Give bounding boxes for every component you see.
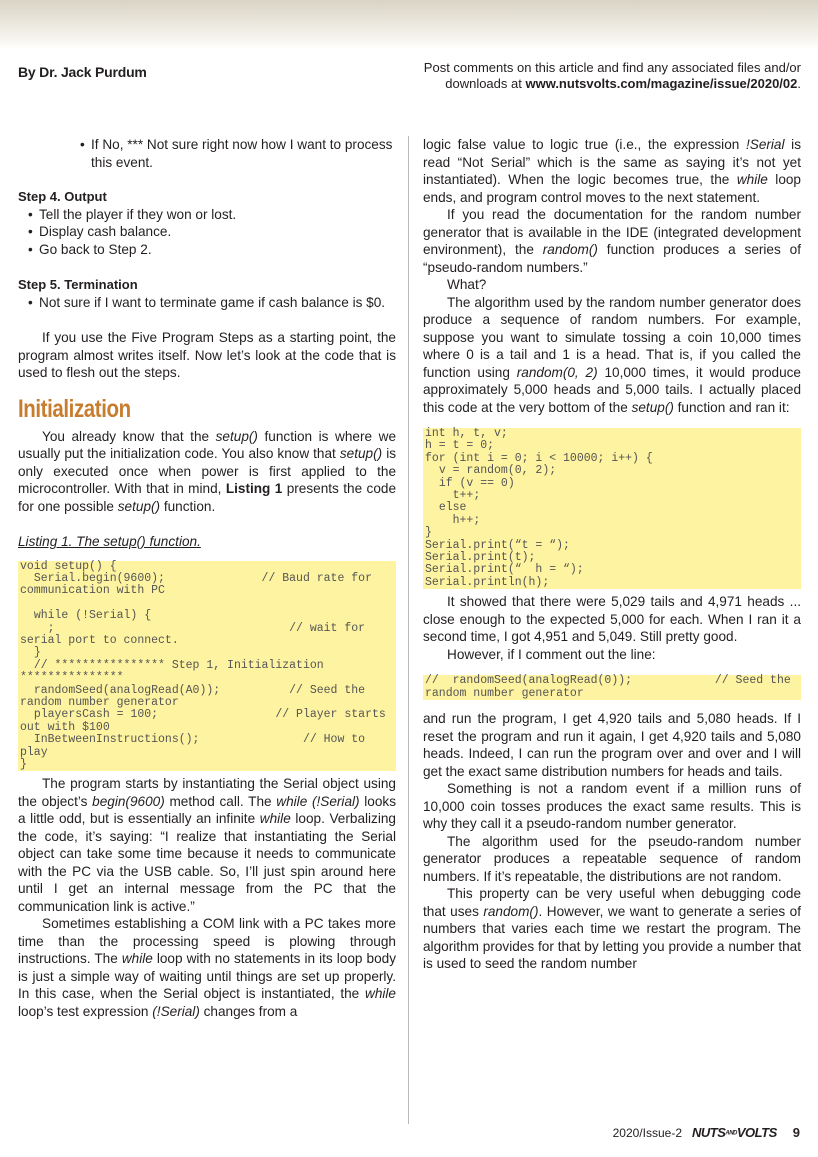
code-coin-toss: int h, t, v; h = t = 0; for (int i = 0; i < 10000; i++) { v = random(0, 2); if (v == 0) t++; else h++; } Serial.print(“t = “); Serial.print(t); Serial.print(“ h = “); Serial.println(h); [423,428,801,589]
right-column [423,136,801,973]
paragraph-initialization: You already know that the setup() function is where we usually put the initialization code. You also know that setup() is only executed once when power is first applied to the microcontroller. With that in mind, Listing 1 presents the code for one possible setup() function. [18,428,397,514]
issue-label: 2020/Issue-2 [612,1125,682,1140]
paragraph-showed: It showed that there were 5,029 tails and 4,971 heads ... close enough to the expected 5,000 for each. When I ran it a second time, I got 4,951 and 5,049. Still pretty good. [423,594,801,645]
section-heading: Initialization [18,394,131,423]
paragraph-repeatable: The algorithm used for the pseudo-random number generator produces a repeatable sequence of random numbers. If it’s repeatable, the distributions are not random. [423,833,801,884]
article-url-link[interactable]: www.nutsvolts.com/magazine/issue/2020/02 [525,76,798,91]
left-column [18,136,396,1020]
post-note-text: Post comments on this article and find any associated files and/or downloads at [423,60,801,91]
listing-caption: Listing 1. The setup() function. [18,534,201,549]
lead-bullet-list [70,136,396,171]
paragraph-something: Something is not a random event if a million runs of 10,000 coin tosses produces the exact same results. This is why they call it a pseudo-random number generator. [423,781,801,832]
paragraph-five-steps: If you use the Five Program Steps as a starting point, the program almost writes itself. Now let’s look at the code that is used to flesh out the steps. [18,330,396,380]
post-comments-note [371,60,801,92]
header-band [0,0,818,50]
list-item: • Tell the player if they won or lost. [18,206,396,224]
step4-list [18,206,396,259]
list-item: • If No, *** Not sure right now how I want to process this event. [70,136,396,171]
paragraph-however: However, if I comment out the line: [447,646,656,662]
paragraph-run: and run the program, I get 4,920 tails and 5,080 heads. If I reset the program and run it again, I get 4,920 tails and 5,080 heads. Indeed, I can run the program over and over and I will get the exact same distribution numbers for heads and tails. [423,711,801,779]
paragraph-property: This property can be very useful when debugging code that uses random(). However, we want to generate a series of numbers that varies each time we restart the program. The algorithm provides for that by letting you provide a number that is used to seed the random number [423,886,801,972]
paragraph-what: What? [447,277,487,292]
code-commented-seed: // randomSeed(analogRead(0)); // Seed the random number generator [423,675,801,700]
list-item: • Go back to Step 2. [18,241,396,259]
brand-logo: NUTSANDVOLTS [692,1125,777,1140]
step4-title: Step 4. Output [18,189,107,204]
page-footer [613,1125,800,1140]
code-listing-1: void setup() { Serial.begin(9600); // Baud rate for communication with PC while (!Serial) { ; // wait for serial port to connect. } // **************** Step 1, Initialization *************** randomSeed(analogRead(A0)); // Seed the random number generator playersCash = 100; // Player starts out with $100 InBetweenInstructions(); // How to play } [18,561,396,772]
step5-title: Step 5. Termination [18,277,138,292]
list-item: • Display cash balance. [18,223,396,241]
column-divider [408,136,409,1124]
page-number: 9 [792,1125,800,1140]
paragraph-documentation: If you read the documentation for the random number generator that is available in the IDE (integrated development environment), the random() function produces a series of “pseudo-random numbers.” [423,207,801,275]
step5-list [18,294,396,312]
paragraph-algorithm: The algorithm used by the random number generator does produce a sequence of random numbers. For example, suppose you want to simulate tossing a coin 10,000 times where 0 is a tail and 1 is a head. That is, if you called the function using random(0, 2) 10,000 times, it would produce approximately 5,000 heads and 5,000 tails. I actually placed this code at the very bottom of the setup() function and ran it: [423,294,801,415]
byline: By Dr. Jack Purdum [18,64,147,80]
paragraph-logic: logic false value to logic true (i.e., the expression !Serial is read “Not Serial” which is the same as saying it’s not yet instantiated). When the logic becomes true, the while loop ends, and program control moves to the next statement. [423,137,802,205]
post-note-period: . [797,76,801,91]
paragraph-com-link: Sometimes establishing a COM link with a PC takes more time than the processing speed is plowing through instructions. The while loop with no statements in its loop body is just a simple way of waiting until things are set up properly. In this case, when the Serial object is instantiated, the while loop’s test expression (!Serial) changes from a [18,916,396,1019]
list-item: • Not sure if I want to terminate game if cash balance is $0. [18,294,396,312]
paragraph-program-starts: The program starts by instantiating the Serial object using the object’s begin(9600) method call. The while (!Serial) looks a little odd, but is essentially an infinite while loop. Verbalizing the code, it’s saying: “I realize that instantiating the Serial object can take some time because it needs to communicate with the PC via the USB cable. So, I’ll just spin around here until I get an internal message from the PC that the communication link is active.” [18,776,397,914]
